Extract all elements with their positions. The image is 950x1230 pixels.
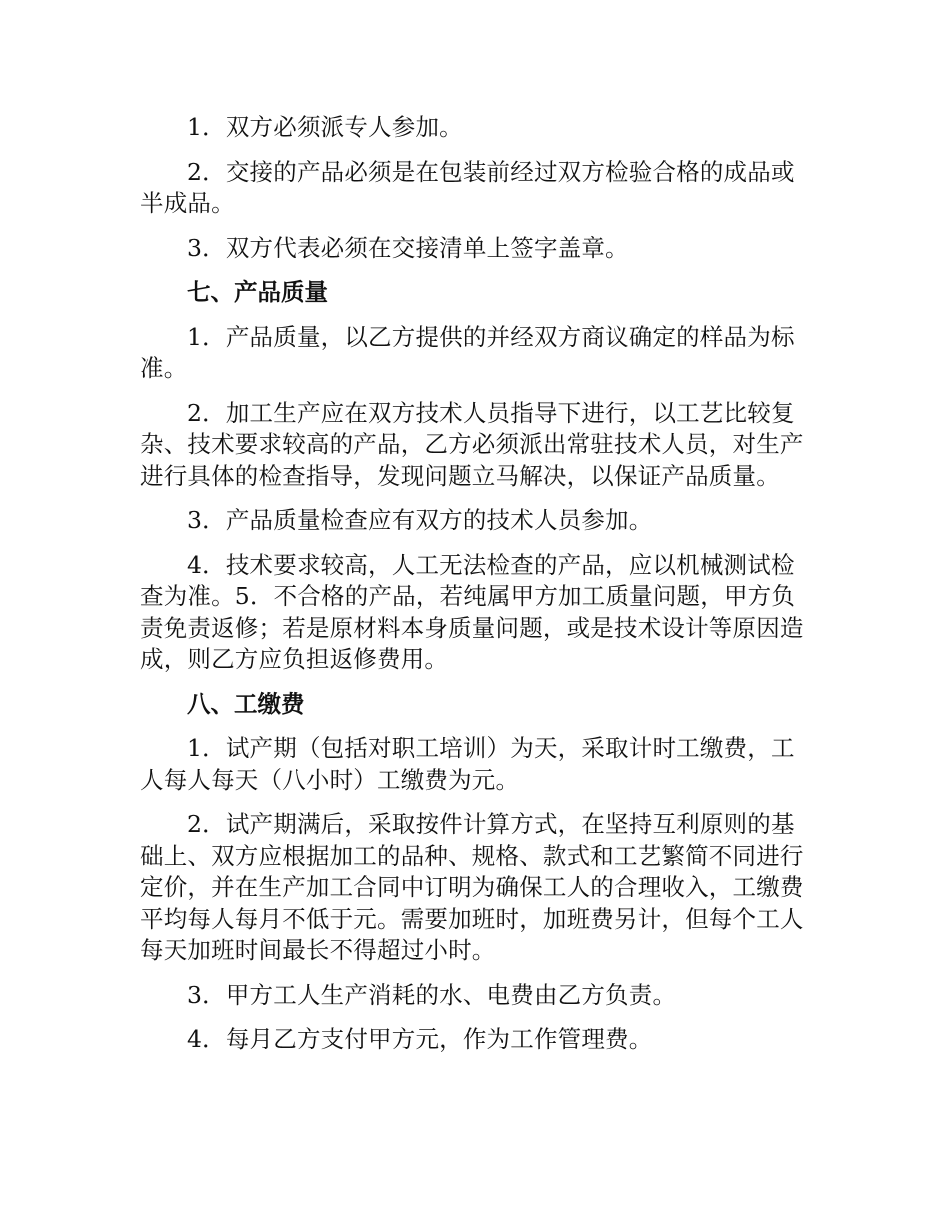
paragraph-top-3: 3．双方代表必须在交接清单上签字盖章。 xyxy=(187,233,629,262)
section-7-paragraph-2: 2．加工生产应在双方技术人员指导下进行，以工艺比较复杂、技术要求较高的产品，乙方必须派出常驻技术人员，对生产进行具体的检查指导，发现问题立马解决，以保证产品质量。 xyxy=(140,398,804,490)
document-page xyxy=(140,112,812,1069)
section-8-paragraph-2: 2．试产期满后，采取按件计算方式，在坚持互利原则的基础上、双方应根据加工的品种、规格、款式和工艺繁简不同进行定价，并在生产加工合同中订明为确保工人的合理收入，工缴费平均每人每月不低于元。需要加班时，加班费另计，但每个工人每天加班时间最长不得超过小时。 xyxy=(140,810,804,964)
section-7-paragraph-1: 1．产品质量，以乙方提供的并经双方商议确定的样品为标准。 xyxy=(140,322,795,382)
section-7-paragraph-4: 4．技术要求较高，人工无法检查的产品，应以机械测试检查为准。5．不合格的产品，若纯属甲方加工质量问题，甲方负责免责返修；若是原材料本身质量问题，或是技术设计等原因造成，则乙方应负担返修费用。 xyxy=(140,550,804,673)
section-8-heading: 八、工缴费 xyxy=(187,689,305,718)
section-8-paragraph-1: 1．试产期（包括对职工培训）为天，采取计时工缴费，工人每人每天（八小时）工缴费为元。 xyxy=(140,734,795,794)
paragraph-top-2: 2．交接的产品必须是在包装前经过双方检验合格的成品或半成品。 xyxy=(140,157,795,217)
section-7-paragraph-3: 3．产品质量检查应有双方的技术人员参加。 xyxy=(187,506,653,534)
section-8-paragraph-3: 3．甲方工人生产消耗的水、电费由乙方负责。 xyxy=(187,980,677,1009)
section-8-paragraph-4: 4．每月乙方支付甲方元，作为工作管理费。 xyxy=(187,1025,653,1053)
paragraph-top-1: 1．双方必须派专人参加。 xyxy=(187,113,463,141)
section-7-heading: 七、产品质量 xyxy=(187,278,328,306)
